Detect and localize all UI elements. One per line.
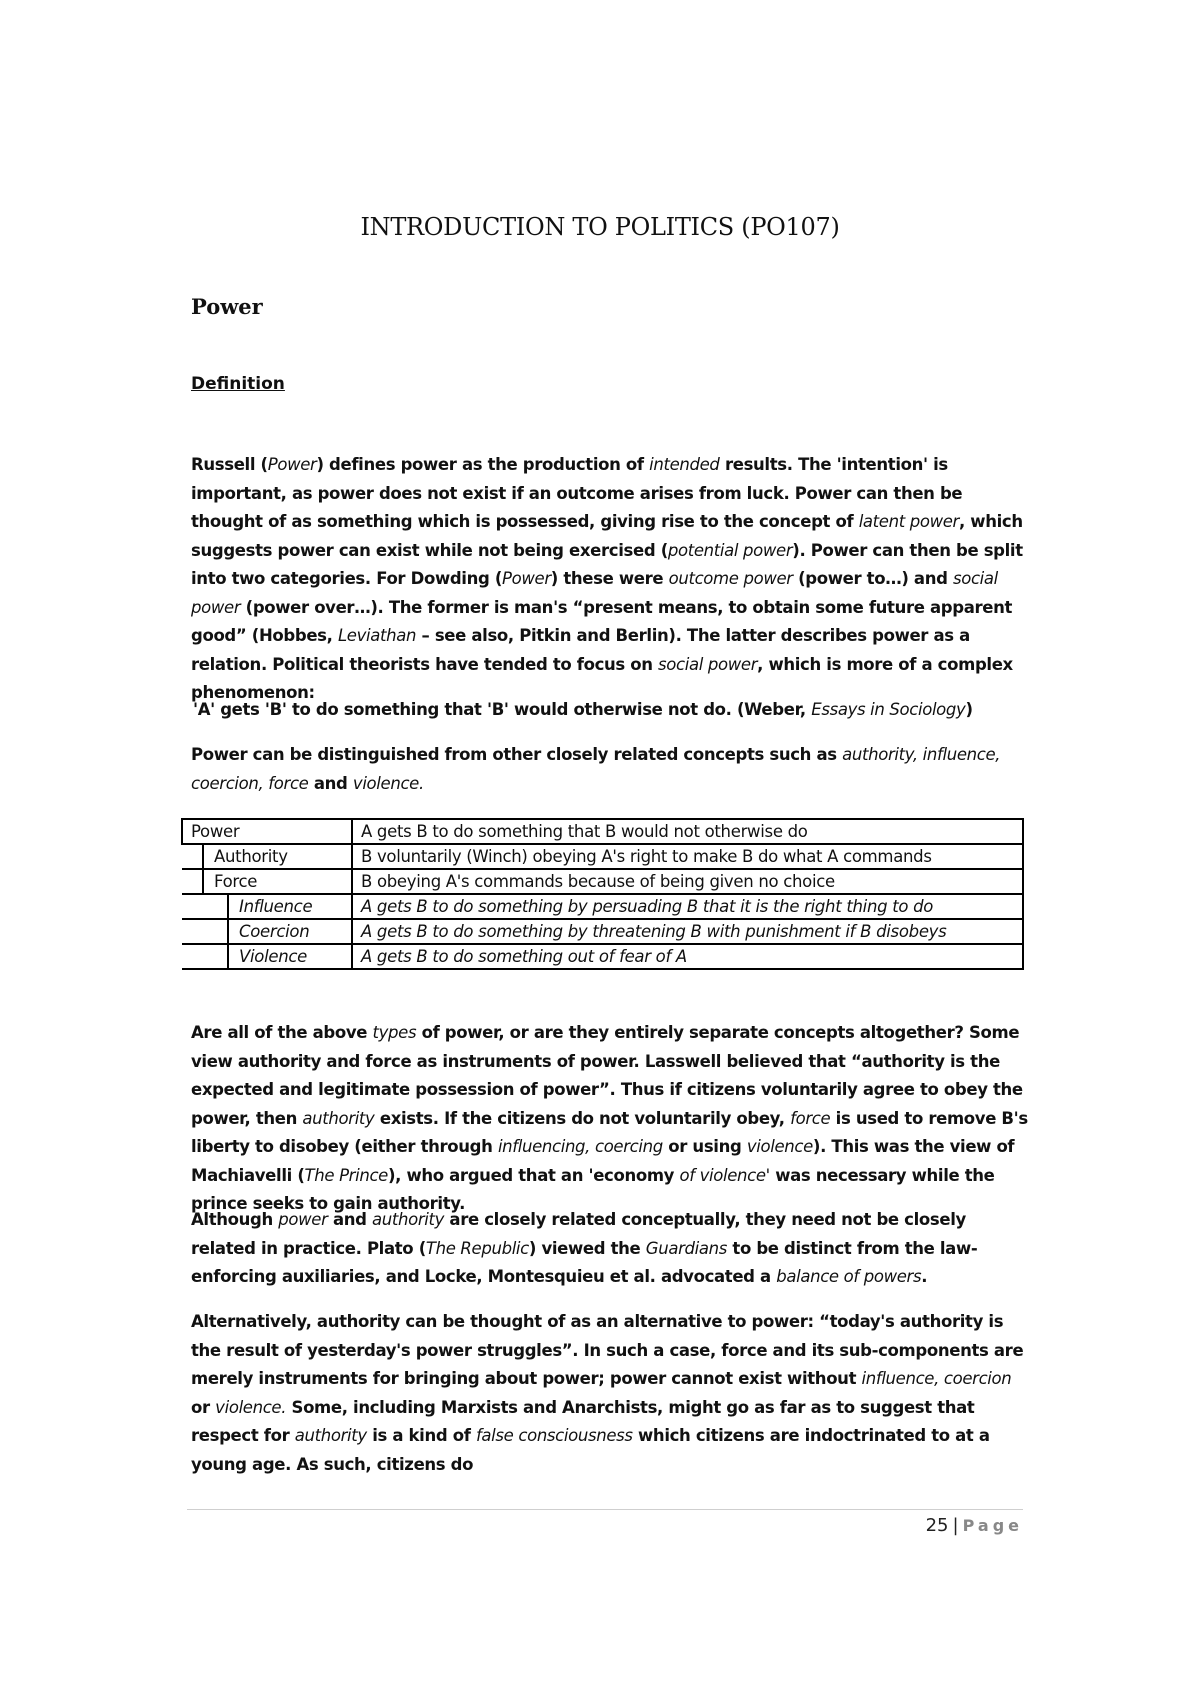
concept-term-text: Coercion [227,920,343,943]
concept-term [182,944,352,969]
paragraph1-run: results. The 'intention' is important, as power does not exist if an outcome arises from luck. Power can then be thought of as something which is possessed, giving rise to the concept of [191,455,963,531]
footer-divider [187,1509,1023,1510]
quote-weber [193,696,1033,725]
paragraph4-run: influencing, coercing [497,1137,663,1156]
document-title: INTRODUCTION TO POLITICS (PO107) [360,213,840,241]
paragraph4-run: or using [662,1137,747,1156]
concept-row-authority [182,844,1023,869]
paragraph4-run: of power, or are they entirely separate concepts altogether? Some view authority and force as instruments of power. Lasswell believed that “authority is the expected and legitimate possession of power”. Thus if citizens voluntarily agree to obey the power, then [191,1023,1023,1128]
concept-term [182,844,352,869]
concept-term [182,819,352,844]
paragraph4-run: violence [746,1137,813,1156]
page-footer [915,1515,1023,1536]
paragraph4-run: ), who argued that an 'economy [387,1165,680,1185]
paragraph6-run: Alternatively, authority can be thought of as an alternative to power: “today's authority is the result of yesterday's power struggles”. In such a case, force and its sub-components are merely instruments for bringing about power; power cannot exist without [191,1312,1024,1388]
concept-definition: A gets B to do something by persuading B that it is the right thing to do [352,894,1023,919]
paragraph6-run: violence. [215,1397,287,1417]
paragraph4-run: exists. If the citizens do not voluntarily obey, [374,1108,791,1128]
concept-definition: B voluntarily (Winch) obeying A's right to make B do what A commands [352,844,1023,869]
concept-term-text: Violence [227,945,343,968]
paragraph1-run: , which suggests power can exist while not being exercised ( [191,512,1023,560]
paragraph3-run: Power can be distinguished from other closely related concepts such as [191,745,843,764]
paragraph4-run: of violence' [679,1165,770,1185]
paragraph4-run: was necessary while the prince seeks to gain authority. [191,1165,995,1213]
paragraph1-run: latent power [858,512,959,531]
paragraph-russell [191,451,1031,708]
paragraph1-run: social power [191,569,998,617]
paragraph1-run: outcome power [668,569,793,588]
paragraph5-run: balance of powers [776,1267,922,1286]
paragraph1-run: Power [267,455,317,474]
paragraph4-run: Are all of the above [191,1023,373,1042]
paragraph4-run: ). This was the view of Machiavelli ( [191,1137,1015,1185]
paragraph1-run: social power [658,654,758,674]
subheading-definition: Definition [191,374,285,394]
paragraph1-run: intended [649,455,720,474]
paragraph1-run: Leviathan [337,626,417,645]
concept-row-force [182,869,1023,894]
paragraph4-run: types [372,1023,417,1042]
concept-row-influence [182,894,1023,919]
paragraph6-run: or [191,1397,216,1417]
paragraph3-run: violence. [352,773,424,793]
paragraph4-run: authority [302,1108,375,1128]
paragraph6-run: is a kind of [366,1426,476,1445]
paragraph1-run: (power over…). The former is man's “present means, to obtain some future apparent good” (Hobbes, [191,597,1013,645]
concept-definition: A gets B to do something by threatening B with punishment if B disobeys [352,919,1023,944]
page-label: Page [962,1516,1023,1535]
concept-definition: A gets B to do something that B would not otherwise do [352,819,1023,844]
paragraph5-run: power [278,1210,328,1229]
paragraph1-run: , which is more of a complex phenomenon: [191,654,1013,702]
paragraph-alternatively [191,1308,1031,1479]
paragraph1-run: ). Power can then be split into two categories. For Dowding ( [191,540,1023,588]
paragraph6-run: influence, coercion [861,1369,1012,1388]
concept-term [182,869,352,894]
paragraph1-run: – see also, Pitkin and Berlin). The latter describes power as a relation. Political theorists have tended to focus on [191,626,970,674]
paragraph6-run: authority [294,1426,367,1445]
concept-definition: B obeying A's commands because of being given no choice [352,869,1023,894]
paragraph2-run: Essays in Sociology [811,700,966,719]
paragraph5-run: are closely related conceptually, they need not be closely related in practice. Plato ( [191,1210,966,1258]
paragraph2-run: ) [965,700,973,719]
paragraph4-run: force [790,1108,831,1128]
paragraph5-run: and [327,1210,372,1229]
paragraph1-run: ) these were [550,569,669,588]
paragraph5-run: Although [191,1210,279,1229]
concept-row-coercion [182,919,1023,944]
paragraph5-run: ) viewed the [528,1238,646,1258]
paragraph-distinguished [191,741,1031,798]
page-number: 25 [925,1515,949,1536]
paragraph1-run: Power [502,569,551,588]
concepts-table [181,818,1024,970]
paragraph5-run: . [921,1267,928,1286]
paragraph4-run: is used to remove B's liberty to disobey (either through [191,1108,1028,1156]
paragraph1-run: ) defines power as the production of [316,455,650,474]
paragraph3-run: and [308,773,353,793]
concept-row-power [182,819,1023,844]
paragraph5-run: Guardians [645,1238,728,1258]
concept-row-violence [182,944,1023,969]
paragraph1-run: (power to…) and [792,569,953,588]
concept-term-text: Force [202,870,343,893]
concept-term-text: Influence [227,895,343,918]
paragraph3-run: authority, influence, coercion, force [191,745,1001,793]
concept-term [182,919,352,944]
paragraph-power-and-authority [191,1206,1031,1292]
paragraph6-run: which citizens are indoctrinated to at a young age. As such, citizens do [191,1426,990,1474]
paragraph1-run: potential power [667,540,793,560]
paragraph5-run: authority [371,1210,445,1229]
paragraph6-run: false consciousness [475,1426,633,1445]
paragraph6-run: Some, including Marxists and Anarchists, might go as far as to suggest that respect for [191,1397,975,1445]
paragraph1-run: Russell ( [191,455,268,474]
paragraph5-run: to be distinct from the law-enforcing auxiliaries, and Locke, Montesquieu et al. advocated a [191,1238,978,1286]
footer-separator: | [952,1515,959,1536]
concept-term-text: Power [191,822,240,841]
paragraph-types-of-power [191,1019,1031,1219]
paragraph2-run: 'A' gets 'B' to do something that 'B' would otherwise not do. (Weber, [193,700,812,719]
paragraph5-run: The Republic [425,1238,529,1258]
paragraph4-run: The Prince [304,1165,388,1185]
concept-term-text: Authority [202,845,343,868]
concept-term [182,894,352,919]
section-heading: Power [191,294,263,319]
concept-definition: A gets B to do something out of fear of A [352,944,1023,969]
